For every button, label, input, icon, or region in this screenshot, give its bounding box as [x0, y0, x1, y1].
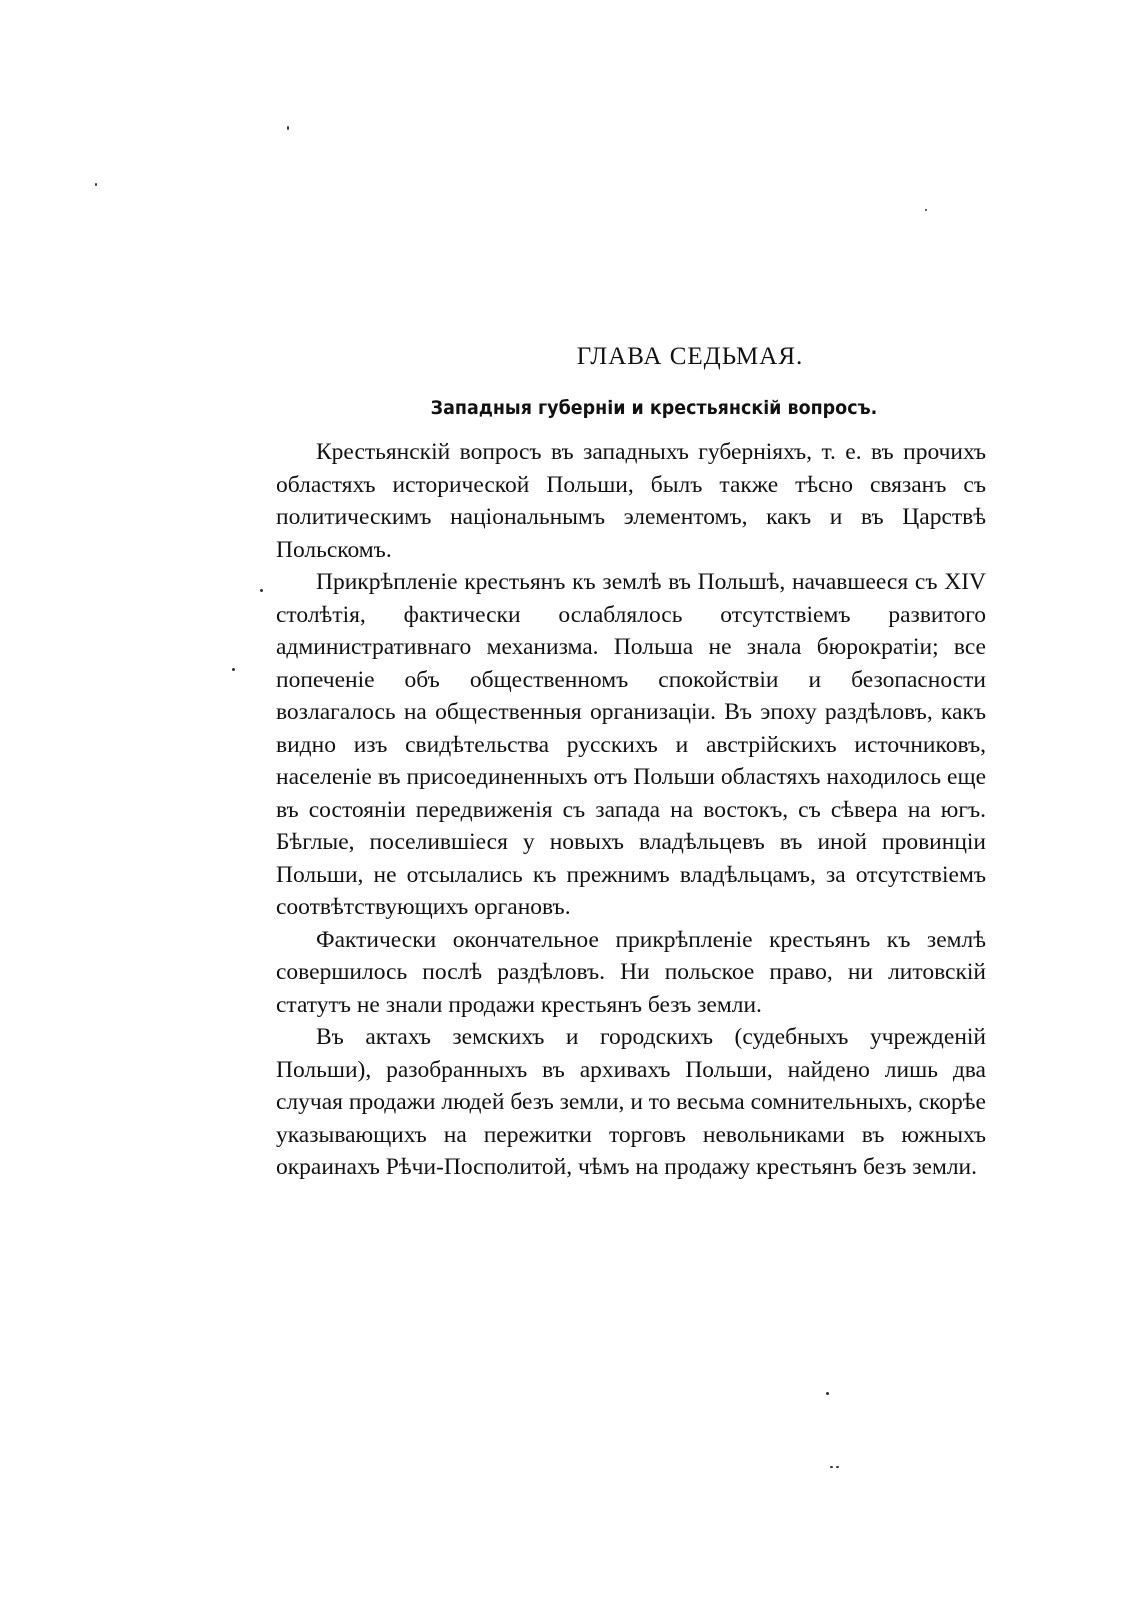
scan-speck	[925, 209, 927, 211]
paragraph: Фактически окончательное прикрѣпленіе крестьянъ къ землѣ совершилось послѣ раздѣловъ. Ни польское право, ни литовскій статутъ не знали продажи крестьянъ безъ земли.	[276, 926, 986, 1018]
scan-speck	[287, 126, 289, 130]
scan-speck	[830, 1466, 833, 1468]
scan-speck	[826, 1392, 829, 1395]
body-text	[276, 436, 986, 1184]
scan-speck	[260, 589, 263, 592]
scan-speck	[836, 1466, 839, 1468]
scan-speck	[95, 183, 97, 186]
paragraph: Прикрѣпленіе крестьянъ къ землѣ въ Польшѣ, начавшееся съ XIV столѣтія, фактически ослаблялось отсутствіемъ развитого административнаго механизма. Польша не знала бюрократіи; все попеченіе объ общественномъ спокойствіи и безопасности возлагалось на общественныя организаціи. Въ эпоху раздѣловъ, какъ видно изъ свидѣтельства русскихъ и австрійскихъ источниковъ, населеніе въ присоединенныхъ отъ Польши областяхъ находилось еще въ состояніи передвиженія съ запада на востокъ, съ сѣвера на югъ. Бѣглые, поселившіеся у новыхъ владѣльцевъ въ иной провинціи Польши, не отсылались къ прежнимъ владѣльцамъ, за отсутствіемъ соотвѣтствующихъ органовъ.	[276, 569, 986, 920]
paragraph: Въ актахъ земскихъ и городскихъ (судебныхъ учрежденій Польши), разобранныхъ въ архивахъ Польши, найдено лишь два случая продажи людей безъ земли, и то весьма сомнительныхъ, скорѣе указывающихъ на пережитки торговъ невольниками въ южныхъ окраинахъ Рѣчи-Посполитой, чѣмъ на продажу крестьянъ безъ земли.	[276, 1024, 986, 1180]
chapter-subtitle: Западныя губерніи и крестьянскій вопросъ.	[430, 397, 878, 419]
paragraph: Крестьянскій вопросъ въ западныхъ губерніяхъ, т. е. въ прочихъ областяхъ исторической Польши, былъ также тѣсно связанъ съ политическимъ національнымъ элементомъ, какъ и въ Царствѣ Польскомъ.	[276, 439, 986, 563]
scan-speck	[232, 668, 235, 671]
chapter-title: ГЛАВА СЕДЬМАЯ.	[576, 343, 804, 370]
